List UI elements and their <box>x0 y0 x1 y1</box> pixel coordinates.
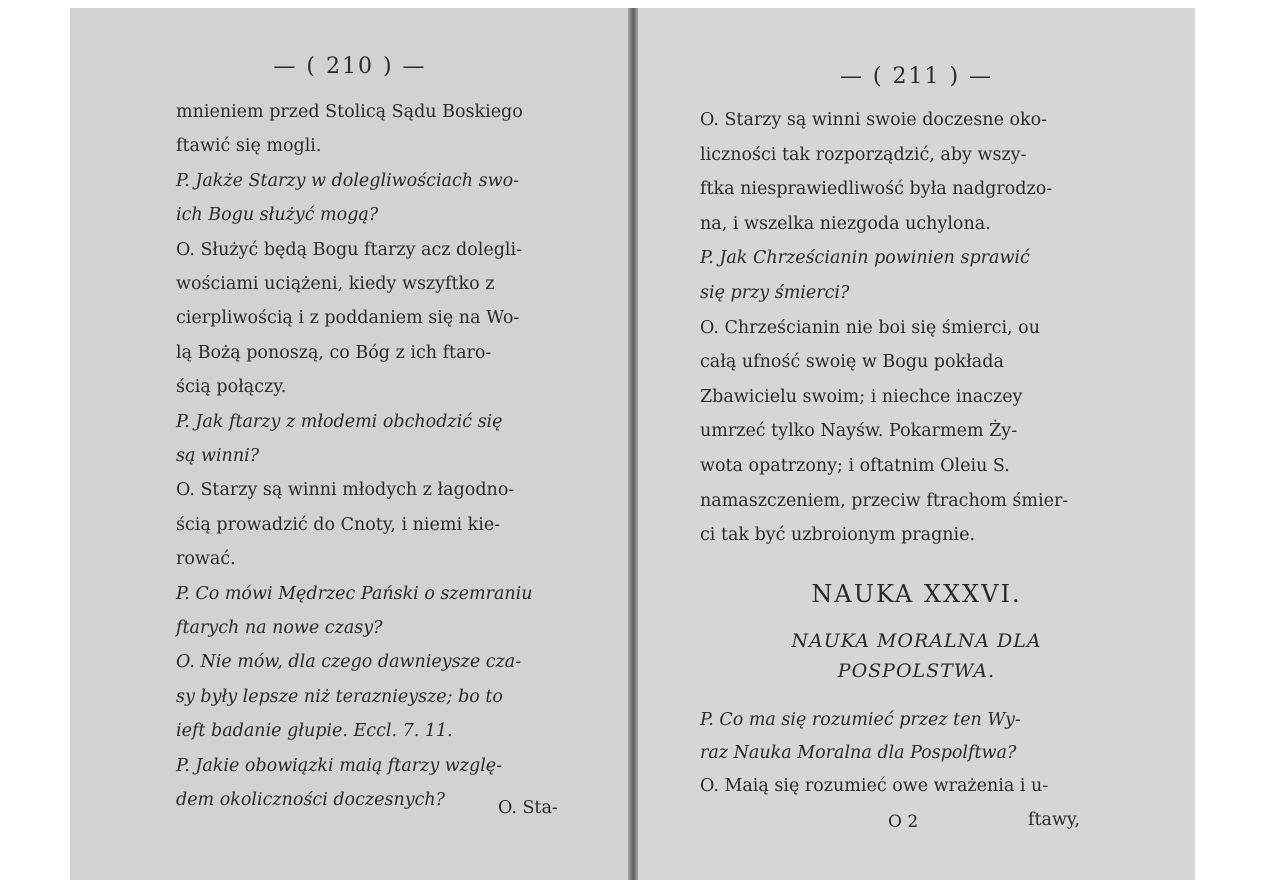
text-line: ścią prowadzić do Cnoty, i niemi kie- <box>176 514 501 535</box>
catchword-left: O. Sta- <box>498 798 558 818</box>
text-line: sy były lepsze niż teraznieysze; bo to <box>176 686 503 707</box>
text-line: P. Co ma się rozumieć przez ten Wy- <box>700 710 1021 730</box>
text-line: P. Co mówi Mędrzec Pański o szemraniu <box>176 583 533 604</box>
text-line: mnieniem przed Stolicą Sądu Boskiego <box>176 102 523 122</box>
text-line: rować. <box>176 549 236 570</box>
text-line: O. Służyć będą Bogu ftarzy acz dolegli- <box>176 239 523 260</box>
text-line: ieft badanie głupie. Eccl. 7. 11. <box>176 721 453 742</box>
text-line: namaszczeniem, przeciw ftrachom śmier- <box>700 490 1069 511</box>
text-line: się przy śmierci? <box>700 283 850 303</box>
text-line: wościami uciążeni, kiedy wszyftko z <box>176 274 495 294</box>
text-line: ftarych na nowe czasy? <box>176 618 383 638</box>
left-page <box>70 8 630 880</box>
catchword-right: ftawy, <box>1028 810 1081 830</box>
text-line: Zbawicielu swoim; i niechce inaczey <box>700 386 1023 407</box>
section-subtitle-line-2: POSPOLSTWA. <box>837 660 996 682</box>
text-line: ftka niesprawiedliwość była nadgrodzo- <box>700 179 1053 200</box>
text-line: ich Bogu służyć mogą? <box>176 205 379 226</box>
right-page <box>638 8 1195 880</box>
text-line: P. Jak ftarzy z młodemi obchodzić się <box>176 411 503 432</box>
page-header-right: — ( 211 ) — <box>839 64 994 89</box>
text-line: ścią połączy. <box>176 377 287 398</box>
text-line: liczności tak rozporządzić, aby wszy- <box>700 144 1027 165</box>
text-line: lą Bożą ponoszą, co Bóg z ich ftaro- <box>176 342 492 363</box>
text-line: cierpliwością i z poddaniem się na Wo- <box>176 308 520 329</box>
text-line: ftawić się mogli. <box>176 136 322 157</box>
text-line: O. Starzy są winni swoie doczesne oko- <box>700 110 1048 130</box>
text-line: P. Jakie obowiązki maią ftarzy wzglę- <box>176 755 503 776</box>
text-line: P. Jakże Starzy w dolegliwościach swo- <box>176 170 520 191</box>
text-line: są winni? <box>176 446 260 466</box>
text-line: całą ufność swoię w Bogu pokłada <box>700 352 1004 373</box>
section-subtitle-line-1: NAUKA MORALNA DLA <box>791 630 1042 652</box>
text-line: O. Starzy są winni młodych z łagodno- <box>176 480 515 501</box>
book-spread <box>70 8 1195 880</box>
text-line: wota opatrzony; i oftatnim Oleiu S. <box>700 456 1010 476</box>
text-line: umrzeć tylko Nayśw. Pokarmem Ży- <box>700 421 1018 442</box>
text-line: O. Nie mów, dla czego dawnieysze cza- <box>176 652 522 673</box>
text-line: P. Jak Chrześcianin powinien sprawić <box>700 248 1030 269</box>
text-line: dem okoliczności doczesnych? <box>176 790 446 810</box>
text-line: raz Nauka Moralna dla Pospolftwa? <box>700 743 1017 763</box>
section-title: NAUKA XXXVI. <box>811 580 1022 608</box>
page-header-left: — ( 210 ) — <box>273 54 427 79</box>
signature-mark: O 2 <box>888 812 919 832</box>
text-line: O. Maią się rozumieć owe wrażenia i u- <box>700 776 1049 796</box>
text-line: na, i wszelka niezgoda uchylona. <box>700 213 991 234</box>
text-line: O. Chrześcianin nie boi się śmierci, ou <box>700 317 1040 338</box>
text-line: ci tak być uzbroionym pragnie. <box>700 525 976 546</box>
